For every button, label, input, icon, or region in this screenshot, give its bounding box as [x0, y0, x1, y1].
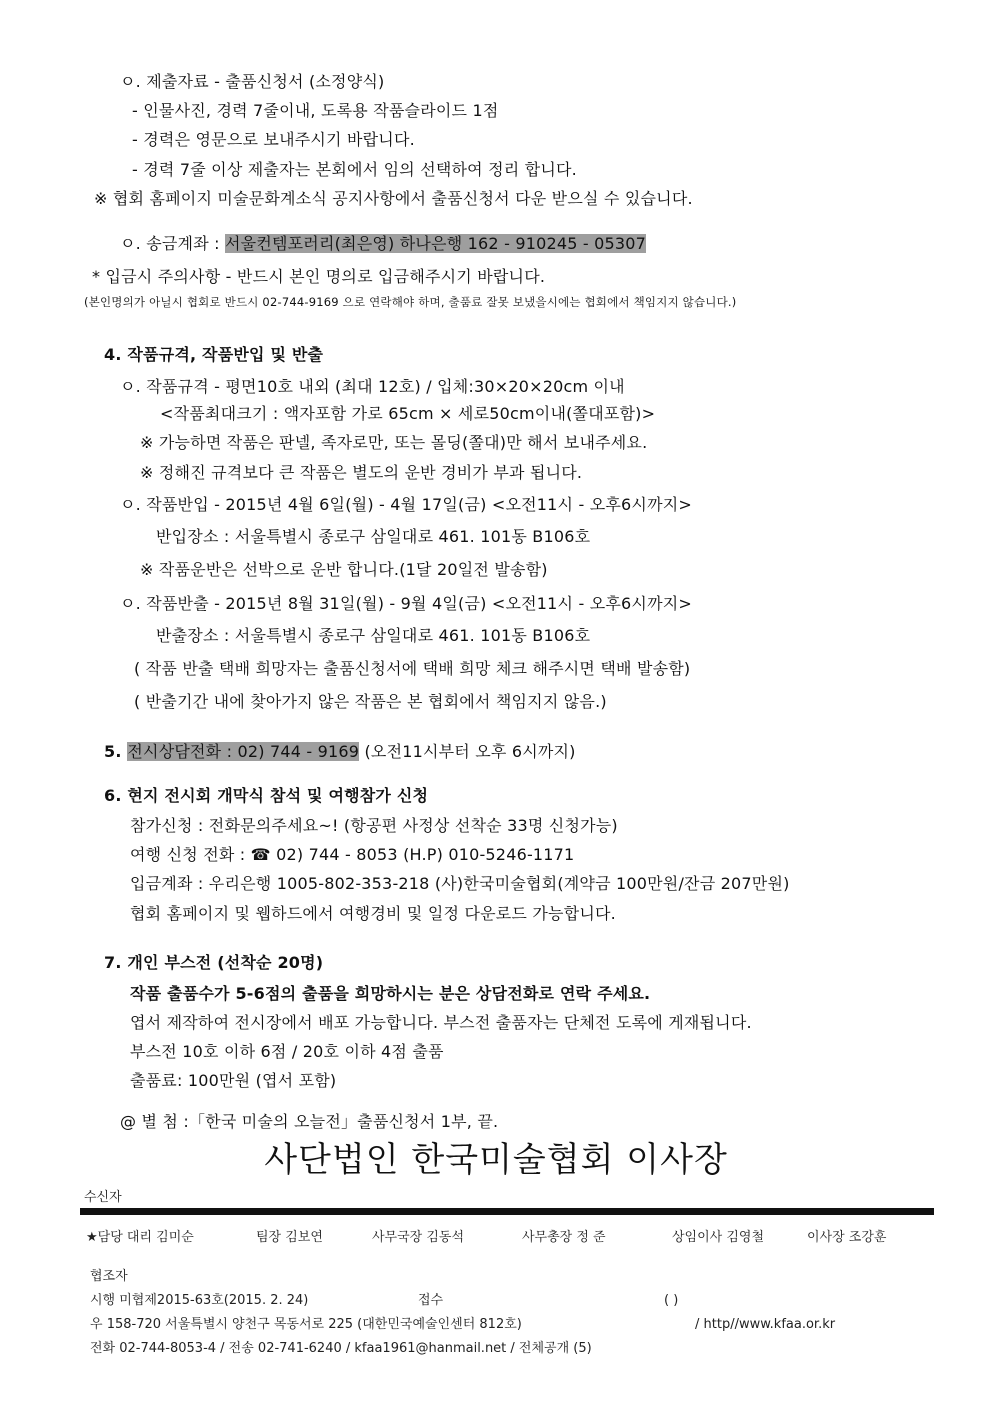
- artwork-size-line: ㅇ. 작품규격 - 평면10호 내외 (최대 12호) / 입체:30×20×20cm 이내: [120, 377, 625, 396]
- artwork-carry-out-line: ㅇ. 작품반출 - 2015년 8월 31일(월) - 9월 4일(금) <오전11시 - 오후6시까지>: [120, 594, 693, 613]
- artwork-panel-note: ※ 가능하면 작품은 판넬, 족자로만, 또는 몰딩(쫄대)만 해서 보내주세요.: [140, 433, 648, 452]
- booth-contact-line: 작품 출품수가 5-6점의 출품을 희망하시는 분은 상담전화로 연락 주세요.: [130, 984, 651, 1003]
- submission-photo-line: - 인물사진, 경력 7줄이내, 도록용 작품슬라이드 1점: [132, 101, 499, 120]
- section5-number: 5.: [104, 742, 128, 761]
- trip-download-line: 협회 홈페이지 및 웹하드에서 여행경비 및 일정 다운로드 가능합니다.: [130, 904, 616, 923]
- consult-phone-highlight: 전시상담전화 : 02) 744 - 9169: [127, 742, 360, 761]
- postal-address: 우 158-720 서울특별시 양천구 목동서로 225 (대한민국예술인센터 812호): [90, 1317, 522, 1332]
- approval-secretary-general: 사무총장 정 준: [522, 1230, 606, 1245]
- consult-hours: (오전11시부터 오후 6시까지): [359, 742, 576, 761]
- homepage-download-note: ※ 협회 홈페이지 미술문화계소식 공지사항에서 출품신청서 다운 받으실 수 있습니다.: [94, 189, 693, 208]
- artwork-carry-in-line: ㅇ. 작품반입 - 2015년 4월 6일(월) - 4월 17일(금) <오전11시 - 오후6시까지>: [120, 495, 693, 514]
- unclaimed-artwork-note: ( 반출기간 내에 찾아가지 않은 작품은 본 협회에서 책임지지 않음.): [134, 692, 607, 711]
- remittance-account-label: ㅇ. 송금계좌 :: [120, 234, 226, 253]
- cooperator-label: 협조자: [90, 1269, 128, 1284]
- approval-chairman: 이사장 조강훈: [807, 1230, 887, 1245]
- trip-application-line: 참가신청 : 전화문의주세요~! (항공편 사정상 선착순 33명 신청가능): [130, 816, 618, 835]
- approval-office-director: 사무국장 김동석: [372, 1230, 465, 1245]
- trip-deposit-account-line: 입금계좌 : 우리은행 1005-802-353-218 (사)한국미술협회(계약금 100만원/잔금 207만원): [130, 874, 790, 893]
- courier-request-note: ( 작품 반출 택배 희망자는 출품신청서에 택배 희망 체크 해주시면 택배 발송함): [134, 659, 691, 678]
- submission-materials-line: ㅇ. 제출자료 - 출품신청서 (소정양식): [120, 72, 385, 91]
- carry-in-location: 반입장소 : 서울특별시 종로구 삼일대로 461. 101동 B106호: [156, 527, 591, 546]
- shipping-by-ship-note: ※ 작품운반은 선박으로 운반 합니다.(1달 20일전 발송함): [140, 560, 548, 579]
- enforcement-number: 시행 미협제2015-63호(2015. 2. 24): [90, 1293, 309, 1308]
- section6-heading: 6. 현지 전시회 개막식 참석 및 여행참가 신청: [104, 786, 429, 805]
- receipt-label: 접수: [418, 1293, 444, 1308]
- recipient-label: 수신자: [84, 1190, 122, 1205]
- submission-english-line: - 경력은 영문으로 보내주시기 바랍니다.: [132, 130, 415, 149]
- remittance-account-line: [120, 234, 646, 254]
- booth-fee-line: 출품료: 100만원 (엽서 포함): [130, 1071, 337, 1090]
- booth-postcard-line: 엽서 제작하여 전시장에서 배포 가능합니다. 부스전 출품자는 단체전 도록에 게재됩니다.: [130, 1013, 752, 1032]
- contact-line: 전화 02-744-8053-4 / 전송 02-741-6240 / kfaa1961@hanmail.net / 전체공개 (5): [90, 1341, 592, 1356]
- deposit-caution-line: * 입금시 주의사항 - 반드시 본인 명의로 입금해주시기 바랍니다.: [92, 267, 546, 286]
- artwork-oversize-note: ※ 정해진 규격보다 큰 작품은 별도의 운반 경비가 부과 됩니다.: [140, 463, 583, 482]
- deposit-caution-small: (본인명의가 아닐시 협회로 반드시 02-744-9169 으로 연락해야 하며, 출품료 잘못 보냈을시에는 협회에서 책임지지 않습니다.): [84, 295, 737, 309]
- booth-quantity-line: 부스전 10호 이하 6점 / 20호 이하 4점 출품: [130, 1042, 444, 1061]
- attachment-line: @ 별 첨 :「한국 미술의 오늘전」출품신청서 1부, 끝.: [120, 1112, 499, 1131]
- approval-team-lead: 팀장 김보연: [256, 1230, 323, 1245]
- issuer-title: 사단법인 한국미술협회 이사장: [264, 1140, 728, 1180]
- section7-heading: 7. 개인 부스전 (선착순 20명): [104, 953, 324, 972]
- approval-staff: ★담당 대리 김미순: [86, 1230, 194, 1245]
- section4-heading: 4. 작품규격, 작품반입 및 반출: [104, 345, 324, 364]
- carry-out-location: 반출장소 : 서울특별시 종로구 삼일대로 461. 101동 B106호: [156, 626, 591, 645]
- artwork-max-size-line: <작품최대크기 : 액자포함 가로 65cm × 세로50cm이내(쫄대포함)>: [160, 404, 656, 423]
- receipt-number: ( ): [664, 1293, 679, 1308]
- footer-divider: [80, 1208, 934, 1215]
- website-link[interactable]: / http//www.kfaa.or.kr: [695, 1317, 836, 1332]
- approval-standing-director: 상임이사 김영철: [672, 1230, 765, 1245]
- submission-career-line: - 경력 7줄 이상 제출자는 본회에서 임의 선택하여 정리 합니다.: [132, 160, 577, 179]
- section5-consult-line: [104, 742, 576, 762]
- remittance-account-value: 서울컨템포러리(최은영) 하나은행 162 - 910245 - 05307: [225, 234, 647, 253]
- trip-phone-line: 여행 신청 전화 : ☎ 02) 744 - 8053 (H.P) 010-5246-1171: [130, 845, 575, 864]
